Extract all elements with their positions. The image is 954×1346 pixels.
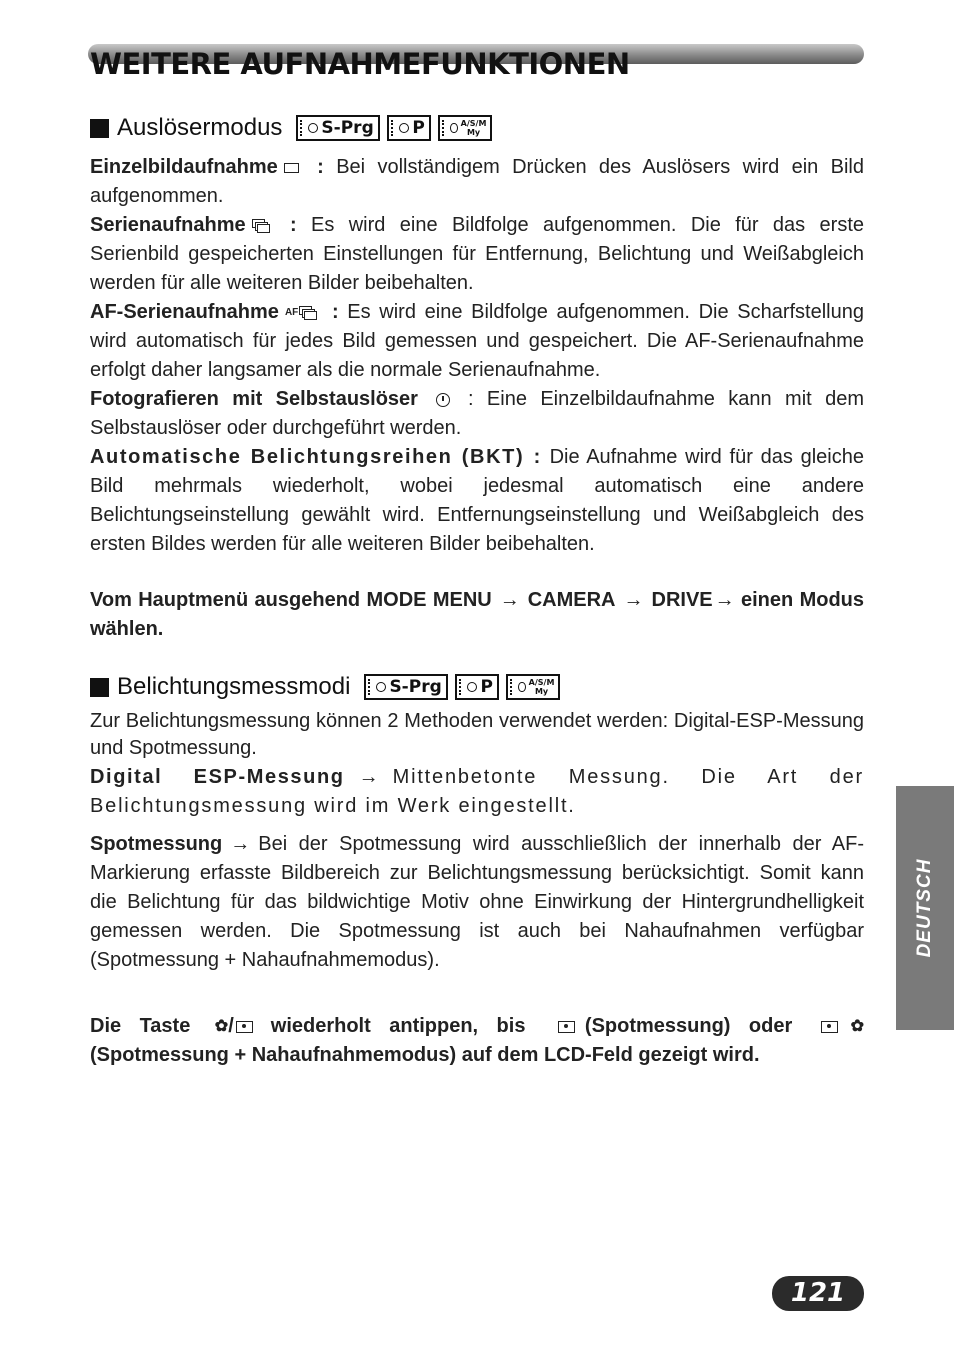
circle-icon xyxy=(399,123,409,133)
circle-icon xyxy=(308,123,318,133)
drive-section-body xyxy=(90,153,864,559)
drive-item-sequential xyxy=(90,211,864,298)
description: Es wird eine Bildfolge aufgenommen. Die für das erste Serienbild gespeicherten Einstellungen für Entfernung, Belichtung und Weißabgleich werden für alle weiteren Bilder beibehalten. xyxy=(90,214,864,294)
section-heading-metering xyxy=(90,670,567,704)
section-heading-drive xyxy=(90,111,499,145)
my-text: My xyxy=(534,687,549,696)
metering-instruction: Die Taste ✿/ wiederholt antippen, bis (Spotmessung) oder ✿ (Spotmessung + Nahaufnahmemodus) auf dem LCD-Feld gezeigt wird. xyxy=(90,1012,864,1070)
mode-badge-label: S-Prg xyxy=(321,118,374,138)
term: Fotografieren mit Selbstauslöser xyxy=(90,388,418,411)
term: Automatische Belichtungsreihen (BKT) : xyxy=(90,446,542,469)
circle-icon xyxy=(376,682,386,692)
macro-icon: ✿ xyxy=(837,1018,864,1036)
mode-badge-p xyxy=(455,674,499,700)
arrow-right-icon: → xyxy=(358,766,379,788)
sequential-icon xyxy=(252,219,270,233)
language-side-tab xyxy=(896,786,954,1030)
instruction-text: CAMERA xyxy=(527,589,616,611)
spot-icon xyxy=(821,1021,838,1033)
description: Bei der Spotmessung wird ausschließlich der innerhalb der AF-Markierung erfasste Bildbereich zur Belichtungsmessung berücksichtigt. Somit kann die Belichtung für das bildwichtige Motiv ohne Einwirkung der Hintergrundhelligkeit gemessen werden. Die Spotmessung ist auch bei Nahaufnahmen verfügbar (Spotmessung + Nahaufnahmemodus). xyxy=(90,833,864,971)
asm-text: A/S/M xyxy=(460,119,487,128)
mode-badge-s-prg xyxy=(364,674,448,700)
section-heading-text: Belichtungsmessmodi xyxy=(117,673,351,700)
mode-badge-asm xyxy=(438,115,492,141)
arrow-right-icon: → xyxy=(714,589,735,611)
arrow-right-icon: → xyxy=(499,589,520,611)
description: Es wird eine Bildfolge aufgenommen. Die Scharfstellung wird automatisch für jedes Bild gemessen und gespeichert. Die AF-Serienaufnahme erfolgt daher langsamer als die normale Serienaufnahme. xyxy=(90,301,864,382)
square-bullet-icon xyxy=(90,119,109,138)
mode-badge-label: P xyxy=(412,118,425,138)
page-title: WEITERE AUFNAHMEFUNKTIONEN xyxy=(90,47,630,81)
description: Mittenbetonte Messung. Die Art der Belichtungsmessung wird im Werk eingestellt. xyxy=(90,766,864,817)
instruction-text: wiederholt antippen, bis xyxy=(270,1015,526,1037)
mode-badge-label: P xyxy=(480,677,493,697)
self-timer-icon xyxy=(436,393,450,407)
description: Eine Einzelbildaufnahme kann mit dem Selbstauslöser oder durchgeführt werden. xyxy=(90,388,865,440)
mode-badge-asm-label xyxy=(461,119,487,137)
metering-intro-text: Zur Belichtungsmessung können 2 Methoden verwendet werden: Digital-ESP-Messung und Spotmessung. xyxy=(90,710,864,759)
circle-icon xyxy=(518,682,525,692)
instruction-text: (Spotmessung + Nahaufnahmemodus) auf dem LCD-Feld gezeigt wird. xyxy=(90,1044,760,1067)
term-separator: : xyxy=(331,301,339,323)
mode-badge-asm-label xyxy=(529,678,555,696)
instruction-text: Die Taste xyxy=(90,1015,191,1037)
macro-icon: ✿ xyxy=(214,1018,229,1036)
instruction-text: Vom Hauptmenü ausgehend MODE MENU xyxy=(90,589,492,611)
page-number: 121 xyxy=(772,1276,864,1311)
sequential-icon xyxy=(299,306,317,320)
spot-icon xyxy=(236,1021,253,1033)
drive-item-self-timer xyxy=(90,385,864,443)
my-text: My xyxy=(466,128,481,137)
term: Serienaufnahme xyxy=(90,214,246,236)
term: Spotmessung xyxy=(90,833,223,855)
section-heading-text: Auslösermodus xyxy=(117,114,283,141)
side-tab-label: DEUTSCH xyxy=(914,858,935,958)
term: AF-Serienaufnahme xyxy=(90,301,279,323)
mode-badge-s-prg xyxy=(296,115,380,141)
description: Die Aufnahme wird für das gleiche Bild mehrmals wiederholt, wobei jedesmal automatisch eine andere Belichtungseinstellung gewählt wird. Entfernungseinstellung und Weißabgleich des ersten Bildes werden für alle weiteren Bilder beibehalten. xyxy=(90,446,864,556)
asm-text: A/S/M xyxy=(528,678,555,687)
circle-icon xyxy=(450,123,457,133)
mode-badge-label: S-Prg xyxy=(389,677,442,697)
spot-icon xyxy=(558,1021,575,1033)
term: Digital ESP-Messung xyxy=(90,766,345,788)
drive-item-af-sequential xyxy=(90,298,864,385)
af-sequential-icon: AF xyxy=(284,307,299,319)
instruction-text: einen Modus wählen. xyxy=(90,589,865,640)
mode-badge-asm xyxy=(506,674,560,700)
square-bullet-icon xyxy=(90,678,109,697)
drive-item-single xyxy=(90,153,864,211)
term-separator: : xyxy=(317,156,324,178)
term-separator: : xyxy=(289,214,297,236)
instruction-text: (Spotmessung) oder xyxy=(584,1015,793,1037)
instruction-text: DRIVE xyxy=(651,589,713,611)
description: Bei vollständigem Drücken des Auslösers wird ein Bild aufgenommen. xyxy=(90,156,864,207)
term-separator: : xyxy=(467,388,474,411)
metering-spot xyxy=(90,830,864,975)
metering-esp xyxy=(90,763,864,821)
drive-item-bracketing xyxy=(90,443,864,559)
metering-intro xyxy=(90,708,864,762)
arrow-right-icon: → xyxy=(623,589,644,611)
term: Einzelbildaufnahme xyxy=(90,156,278,178)
single-frame-icon xyxy=(284,163,299,173)
drive-instruction xyxy=(90,586,864,644)
mode-badge-p xyxy=(387,115,431,141)
arrow-right-icon: → xyxy=(230,833,251,855)
circle-icon xyxy=(467,682,477,692)
